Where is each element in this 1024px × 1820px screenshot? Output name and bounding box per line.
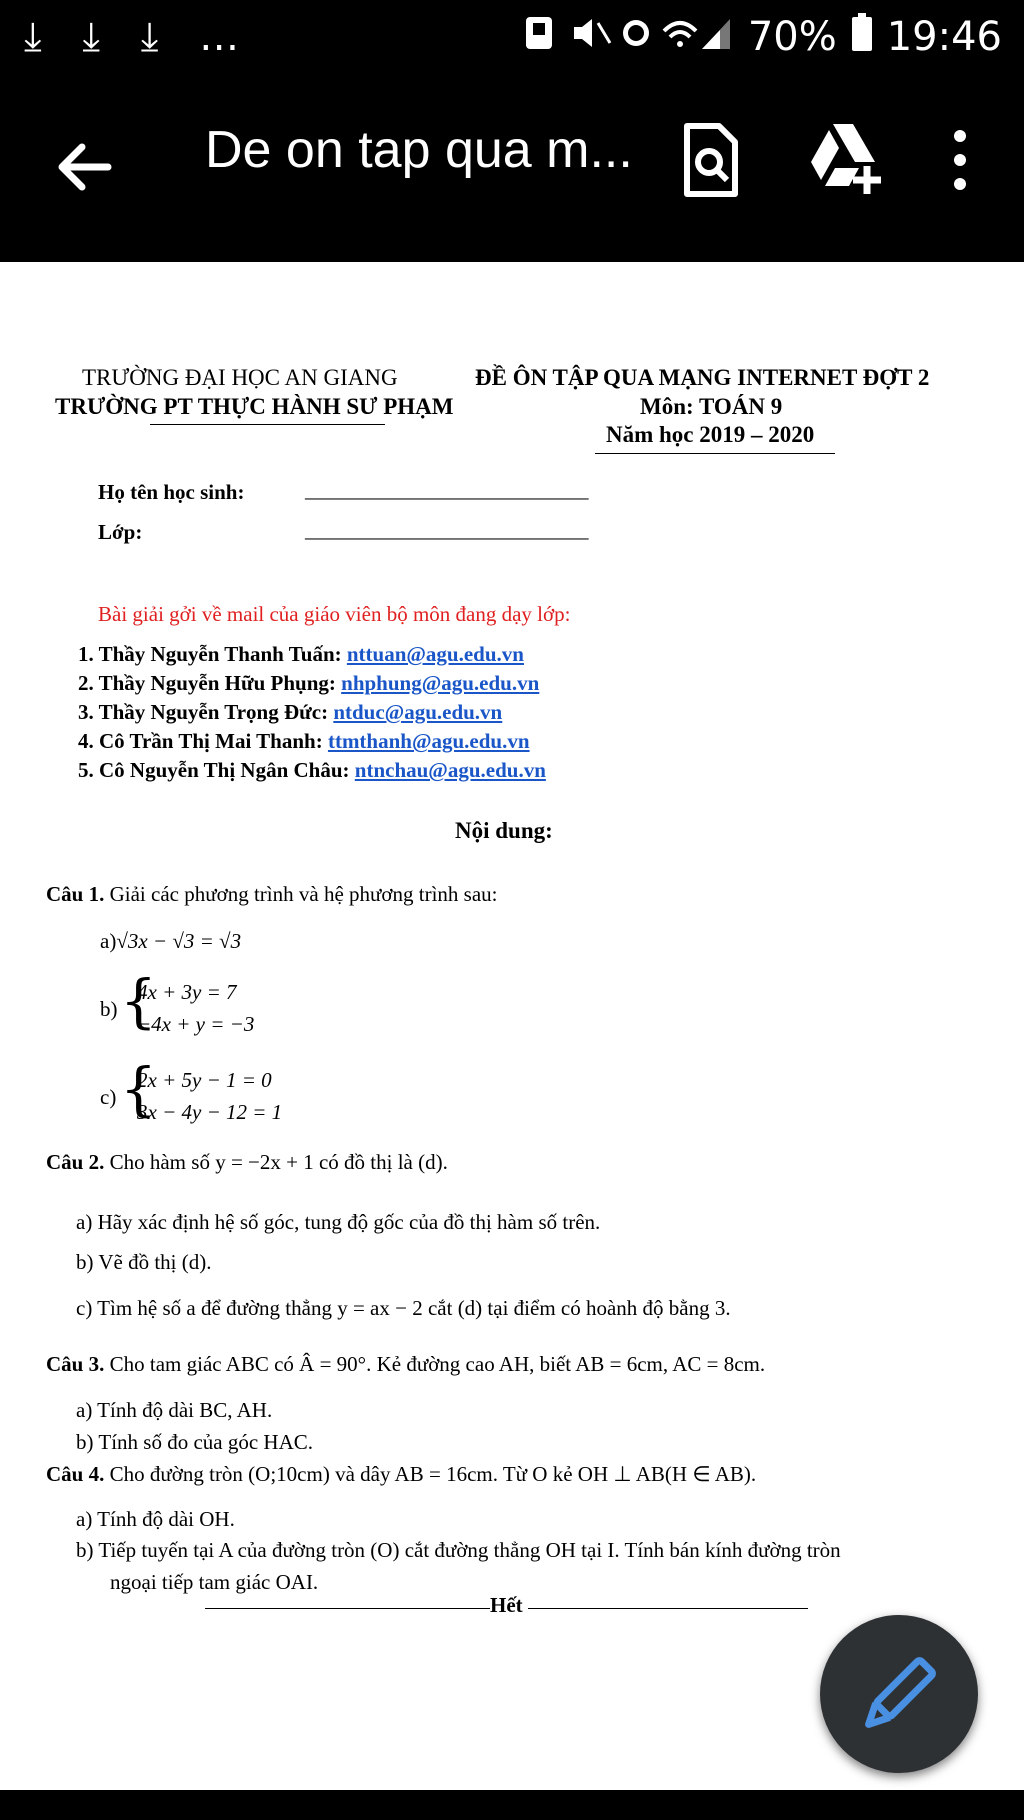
teacher-email-link[interactable]: nhphung@agu.edu.vn xyxy=(341,671,540,695)
app-bar xyxy=(0,80,1024,262)
download-notification-icons: ⤓ ⤓ ⤓ … xyxy=(24,14,254,60)
school-year: Năm học 2019 – 2020 xyxy=(606,422,815,447)
q1b-brace: { xyxy=(120,967,157,1035)
q2a: a) Hãy xác định hệ số góc, tung độ gốc của đồ thị hàm số trên. xyxy=(76,1210,601,1234)
q4b-line2: ngoại tiếp tam giác OAI. xyxy=(110,1570,319,1594)
q3b: b) Tính số đo của góc HAC. xyxy=(76,1430,313,1454)
q4a: a) Tính độ dài OH. xyxy=(76,1507,235,1531)
teacher-email-link[interactable]: ntnchau@agu.edu.vn xyxy=(354,758,546,782)
teacher-item: 4. Cô Trần Thị Mai Thanh: ttmthanh@agu.edu.vn xyxy=(78,729,530,753)
q1c-eq1: 2x + 5y − 1 = 0 xyxy=(137,1068,272,1092)
q1c-eq2: 3x − 4y − 12 = 1 xyxy=(137,1100,283,1124)
class-line: ___________________________ xyxy=(305,518,589,542)
q2c: c) Tìm hệ số a để đường thẳng y = ax − 2 cắt (d) tại điểm có hoành độ bằng 3. xyxy=(76,1296,731,1320)
q1a: a)√3x − √3 = √3 xyxy=(100,929,242,953)
end-rule-left xyxy=(205,1608,490,1609)
subject: Môn: TOÁN 9 xyxy=(640,394,783,419)
class-label: Lớp: xyxy=(98,520,143,544)
q1-prompt: Câu 1. Giải các phương trình và hệ phương trình sau: xyxy=(46,882,498,906)
more-vert-icon[interactable] xyxy=(940,120,980,200)
teacher-item: 5. Cô Nguyễn Thị Ngân Châu: ntnchau@agu.edu.vn xyxy=(78,758,546,782)
end-rule-right xyxy=(528,1608,808,1609)
q1b-label: b) xyxy=(100,997,118,1021)
navigation-bar xyxy=(0,1790,1024,1820)
q1b-eq1: 4x + 3y = 7 xyxy=(137,980,237,1004)
document-title: De on tap qua m... xyxy=(205,121,633,179)
school-line1: TRƯỜNG ĐẠI HỌC AN GIANG xyxy=(82,365,398,390)
school-line2: TRƯỜNG PT THỰC HÀNH SƯ PHẠM xyxy=(55,394,454,419)
document-page xyxy=(0,262,1024,1790)
find-in-page-icon[interactable] xyxy=(675,120,745,200)
edit-fab-button[interactable] xyxy=(820,1615,978,1773)
teacher-item: 1. Thầy Nguyễn Thanh Tuấn: nttuan@agu.edu.vn xyxy=(78,642,524,666)
teacher-email-link[interactable]: nttuan@agu.edu.vn xyxy=(346,642,524,666)
teacher-email-link[interactable]: ttmthanh@agu.edu.vn xyxy=(327,729,530,753)
q4-prompt: Câu 4. Cho đường tròn (O;10cm) và dây AB = 16cm. Từ O kẻ OH ⊥ AB(H ∈ AB). xyxy=(46,1462,757,1486)
add-to-drive-icon[interactable] xyxy=(805,118,885,198)
content-heading: Nội dung: xyxy=(455,818,553,843)
teacher-item: 2. Thầy Nguyễn Hữu Phụng: nhphung@agu.edu.vn xyxy=(78,671,540,695)
battery-icon xyxy=(851,12,873,62)
submit-note: Bài giải gởi về mail của giáo viên bộ môn đang dạy lớp: xyxy=(98,602,571,626)
q3-prompt: Câu 3. Cho tam giác ABC có Â = 90°. Kẻ đường cao AH, biết AB = 6cm, AC = 8cm. xyxy=(46,1352,766,1376)
end-marker: Hết xyxy=(490,1593,523,1617)
status-icons xyxy=(524,13,734,61)
q1c-label: c) xyxy=(100,1085,117,1109)
clock: 19:46 xyxy=(886,14,1002,60)
exam-title: ĐỀ ÔN TẬP QUA MẠNG INTERNET ĐỢT 2 xyxy=(475,365,930,390)
q2b: b) Vẽ đồ thị (d). xyxy=(76,1250,212,1274)
battery-percent: 70% xyxy=(747,14,837,60)
q4b-line1: b) Tiếp tuyến tại A của đường tròn (O) cắt đường thẳng OH tại I. Tính bán kính đường tròn xyxy=(76,1538,841,1562)
q2-prompt: Câu 2. Cho hàm số y = −2x + 1 có đồ thị là (d). xyxy=(46,1150,448,1174)
edit-pencil-icon xyxy=(820,1615,978,1773)
q3a: a) Tính độ dài BC, AH. xyxy=(76,1398,273,1422)
header-underline-left xyxy=(150,424,385,425)
student-name-line: ___________________________ xyxy=(305,478,589,502)
teacher-email-link[interactable]: ntduc@agu.edu.vn xyxy=(333,700,503,724)
status-bar xyxy=(0,0,1024,80)
header-underline-right xyxy=(595,453,835,454)
back-arrow-icon[interactable] xyxy=(50,132,120,202)
teacher-item: 3. Thầy Nguyễn Trọng Đức: ntduc@agu.edu.vn xyxy=(78,700,503,724)
q1c-brace: { xyxy=(120,1055,157,1123)
student-name-label: Họ tên học sinh: xyxy=(98,480,245,504)
q1b-eq2: −4x + y = −3 xyxy=(137,1012,255,1036)
